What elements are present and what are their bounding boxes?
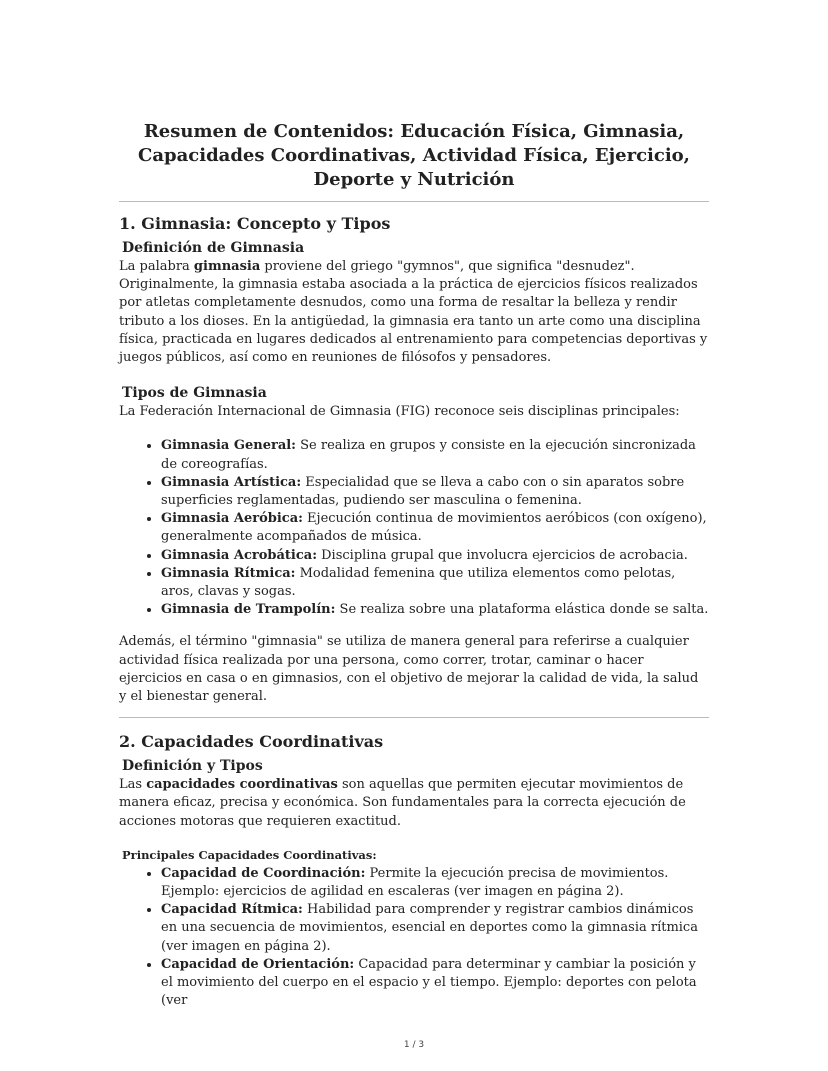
list-item xyxy=(161,601,709,619)
text-run: proviene del griego "gymnos", que significa "desnudez". Originalmente, la gimnasia estaba asociada a la práctica de ejercicios físicos realizados por atletas completamente desnudos, como una forma de resaltar la belleza y rendir tributo a los dioses. En la antigüedad, la gimnasia era tanto un arte como una disciplina física, practicada en lugares dedicados al entrenamiento para competencias deportivas y juegos públicos, así como en reuniones de filósofos y pensadores. xyxy=(119,259,708,366)
list-item xyxy=(161,510,709,546)
gymnastics-types-list xyxy=(119,437,709,619)
bold-term: gimnasia xyxy=(193,259,261,274)
list-item xyxy=(161,437,709,473)
coordination-list xyxy=(119,865,709,1011)
item-term: Capacidad Rítmica: xyxy=(161,902,303,918)
coordination-definition-heading: Definición y Tipos xyxy=(122,758,263,775)
item-term: Gimnasia Aeróbica: xyxy=(161,511,303,527)
list-item xyxy=(161,956,709,1011)
gymnastics-closing-paragraph: Además, el término "gimnasia" se utiliza de manera general para referirse a cualquier actividad física realizada por una persona, como correr, trotar, caminar o hacer ejercicios en casa o en gimnasios, con el objetivo de mejorar la calidad de vida, la salud y el bienestar general. xyxy=(119,634,699,705)
section-1-heading: 1. Gimnasia: Concepto y Tipos xyxy=(119,214,391,233)
section-2-heading: 2. Capacidades Coordinativas xyxy=(119,732,384,752)
item-term: Gimnasia Artística: xyxy=(161,474,302,490)
list-item xyxy=(161,547,709,565)
item-description: Capacidad para determinar y cambiar la posición y el movimiento del cuerpo en el espacio y el tiempo. Ejemplo: deportes con pelota (ver xyxy=(161,956,697,1009)
text-run: Las xyxy=(119,777,147,793)
list-item xyxy=(161,565,709,601)
item-term: Gimnasia General: xyxy=(161,438,296,454)
item-description: Se realiza sobre una plataforma elástica donde se salta. xyxy=(335,602,709,618)
coordination-list-heading: Principales Capacidades Coordinativas: xyxy=(122,847,377,862)
list-item xyxy=(161,865,709,901)
gymnastics-types-heading: Tipos de Gimnasia xyxy=(122,385,267,402)
item-description: Permite la ejecución precisa de movimientos. Ejemplo: ejercicios de agilidad en escaleras (ver imagen en página 2). xyxy=(161,865,669,900)
bold-term: capacidades coordinativas xyxy=(146,777,338,793)
item-description: Modalidad femenina que utiliza elementos como pelotas, aros, clavas y sogas. xyxy=(161,565,676,600)
text-run: La palabra xyxy=(119,259,194,274)
document-page xyxy=(119,120,709,1011)
item-description: Ejecución continua de movimientos aeróbicos (con oxígeno), generalmente acompañados de música. xyxy=(161,511,707,545)
list-item xyxy=(161,474,709,510)
item-term: Gimnasia Acrobática: xyxy=(161,547,317,563)
item-term: Capacidad de Coordinación: xyxy=(161,865,366,881)
section-divider xyxy=(119,717,709,718)
item-term: Capacidad de Orientación: xyxy=(161,956,355,972)
document-title: Resumen de Contenidos: Educación Física, Gimnasia, Capacidades Coordinativas, Actividad Física, Ejercicio, Deporte y Nutrición xyxy=(119,120,709,202)
item-description: Habilidad para comprender y registrar cambios dinámicos en una secuencia de movimientos, esencial en deportes como la gimnasia rítmica (ver imagen en página 2). xyxy=(161,902,698,954)
item-description: Disciplina grupal que involucra ejercicios de acrobacia. xyxy=(317,547,688,563)
gymnastics-types-intro: La Federación Internacional de Gimnasia (FIG) reconoce seis disciplinas principales: xyxy=(119,404,680,420)
coordination-definition-paragraph xyxy=(119,776,709,831)
list-item xyxy=(161,901,709,956)
gymnastics-definition-heading: Definición de Gimnasia xyxy=(122,240,305,256)
text-run: son aquellas que permiten ejecutar movimientos de manera eficaz, precisa y económica. Son fundamentales para la correcta ejecución de acciones motoras que requieren exactitud. xyxy=(119,777,686,829)
item-description: Se realiza en grupos y consiste en la ejecución sincronizada de coreografías. xyxy=(161,438,696,472)
item-term: Gimnasia Rítmica: xyxy=(161,565,296,581)
page-number: 1 / 3 xyxy=(403,1040,425,1050)
gymnastics-definition-paragraph xyxy=(119,258,709,367)
item-term: Gimnasia de Trampolín: xyxy=(161,602,336,618)
item-description: Especialidad que se lleva a cabo con o sin aparatos sobre superficies reglamentadas, pudiendo ser masculina o femenina. xyxy=(161,474,685,509)
